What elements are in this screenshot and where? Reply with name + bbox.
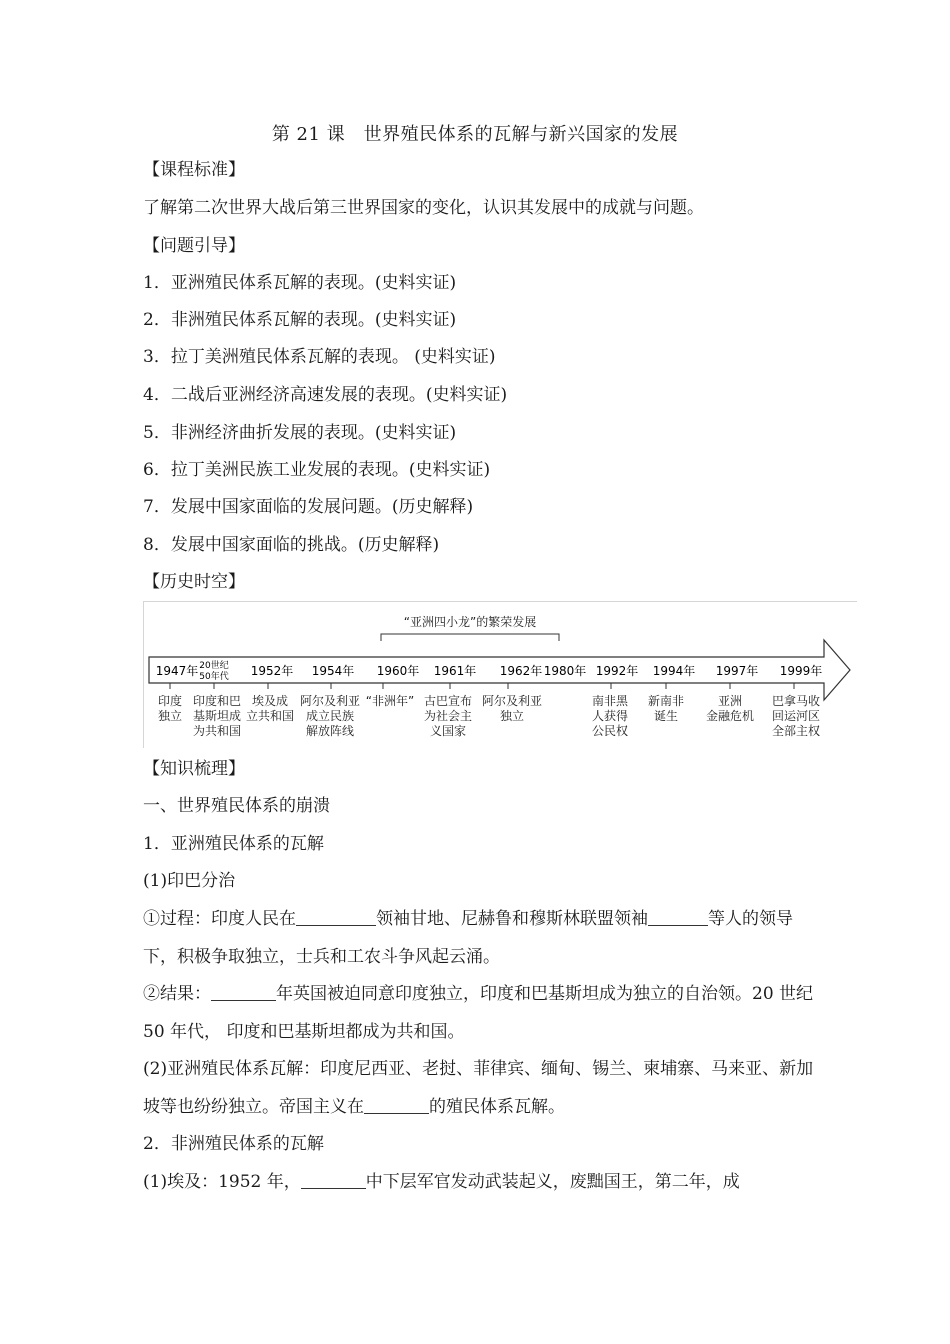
timeline-banner: “亚洲四小龙”的繁荣发展 — [403, 615, 537, 629]
paragraph-egypt — [143, 1168, 823, 1195]
event-label: 金融危机 — [705, 709, 755, 723]
text: (2)亚洲殖民体系瓦解：印度尼西亚、老挝、菲律宾、缅甸、锡兰、柬埔寨、马来亚、新加坡等也纷纷独立。帝国主义在 — [143, 1059, 814, 1117]
text: 中下层军官发动武装起义，废黜国王，第二年，成 — [365, 1172, 740, 1192]
event-label: 解放阵线 — [305, 724, 355, 738]
text: 领袖甘地、尼赫鲁和穆斯林联盟领袖 — [376, 909, 648, 929]
guide-item: 7．发展中国家面临的发展问题。(历史解释) — [143, 497, 474, 517]
event-label: 立共和国 — [245, 709, 295, 723]
event-label: 阿尔及利亚 — [481, 694, 543, 708]
event-label: 回运河区 — [771, 709, 821, 723]
year-label: 1961年 — [433, 664, 477, 678]
heading-1: 一、世界殖民体系的崩溃 — [143, 796, 330, 816]
section-head-knowledge: 【知识梳理】 — [143, 759, 245, 779]
guide-item: 8．发展中国家面临的挑战。(历史解释) — [143, 535, 440, 555]
year-label: 1960年 — [376, 664, 420, 678]
event-label: 独立 — [499, 709, 525, 723]
text: 年英国被迫同意印度独立，印度和巴基斯坦成为独立的自治领。20 世纪 50 年代， 印度和巴基斯坦都成为共和国。 — [143, 984, 814, 1042]
text: (1)埃及：1952 年， — [143, 1172, 301, 1192]
heading-1-1-1: (1)印巴分治 — [143, 871, 236, 891]
text: ①过程：印度人民在 — [143, 909, 296, 929]
year-label: 1992年 — [595, 664, 639, 678]
paragraph-result — [143, 975, 823, 1051]
event-label: 公民权 — [591, 724, 629, 738]
heading-1-1: 1．亚洲殖民体系的瓦解 — [143, 834, 324, 854]
event-label: 印度和巴 — [192, 694, 242, 708]
year-label: 1962年 — [499, 664, 543, 678]
guide-item: 5．非洲经济曲折发展的表现。(史料实证) — [143, 423, 457, 443]
event-label: 义国家 — [429, 724, 467, 738]
event-label: 全部主权 — [771, 724, 821, 738]
text: 等人的领导下，积极争取独立，士兵和工农斗争风起云涌。 — [143, 909, 793, 967]
year-label: 1952年 — [250, 664, 294, 678]
heading-1-2: 2．非洲殖民体系的瓦解 — [143, 1134, 324, 1154]
event-label: 古巴宣布 — [423, 694, 473, 708]
year-label: 50年代 — [199, 672, 229, 682]
event-label: 埃及成 — [251, 694, 289, 708]
guide-item: 4．二战后亚洲经济高速发展的表现。(史料实证) — [143, 385, 508, 405]
year-label: 1980年 — [543, 664, 587, 678]
event-label: 独立 — [157, 709, 183, 723]
standard-text: 了解第二次世界大战后第三世界国家的变化，认识其发展中的成就与问题。 — [143, 198, 704, 218]
fill-blank[interactable] — [648, 905, 708, 926]
guide-item: 6．拉丁美洲民族工业发展的表现。(史料实证) — [143, 460, 491, 480]
event-label: 巴拿马收 — [771, 694, 821, 708]
text: 的殖民体系瓦解。 — [429, 1097, 565, 1117]
event-label: 为共和国 — [192, 724, 242, 738]
section-head-timespace: 【历史时空】 — [143, 572, 245, 592]
event-label: 阿尔及利亚 — [299, 694, 361, 708]
year-label: 1947年 — [155, 664, 199, 678]
guide-item: 1．亚洲殖民体系瓦解的表现。(史料实证) — [143, 273, 457, 293]
section-head-standard: 【课程标准】 — [143, 160, 245, 180]
page-title: 第 21 课 世界殖民体系的瓦解与新兴国家的发展 — [271, 124, 679, 145]
year-label: 1999年 — [779, 664, 823, 678]
year-label: 1997年 — [715, 664, 759, 678]
year-label: 20世纪 — [199, 661, 229, 671]
fill-blank[interactable] — [364, 1093, 429, 1114]
banner-bracket — [381, 634, 559, 641]
fill-blank[interactable] — [296, 905, 376, 926]
year-label: 1954年 — [311, 664, 355, 678]
history-timeline — [143, 601, 857, 748]
event-label: 印度 — [157, 694, 183, 708]
paragraph-asia — [143, 1050, 823, 1126]
event-label: 基斯坦成 — [192, 709, 242, 723]
paragraph-process — [143, 900, 823, 976]
section-head-guide: 【问题引导】 — [143, 236, 245, 256]
fill-blank[interactable] — [301, 1168, 366, 1189]
text: ②结果： — [143, 984, 211, 1004]
year-label: 1994年 — [652, 664, 696, 678]
fill-blank[interactable] — [211, 980, 276, 1001]
event-label: 新南非 — [647, 694, 685, 708]
event-label: 人获得 — [591, 709, 629, 723]
event-label: 为社会主 — [423, 709, 473, 723]
event-label: “非洲年” — [365, 694, 415, 708]
guide-item: 3．拉丁美洲殖民体系瓦解的表现。 (史料实证) — [143, 347, 496, 367]
guide-item: 2．非洲殖民体系瓦解的表现。(史料实证) — [143, 310, 457, 330]
event-label: 成立民族 — [305, 709, 355, 723]
event-label: 南非黑 — [591, 694, 629, 708]
event-label: 诞生 — [653, 709, 679, 723]
event-label: 亚洲 — [717, 694, 743, 708]
